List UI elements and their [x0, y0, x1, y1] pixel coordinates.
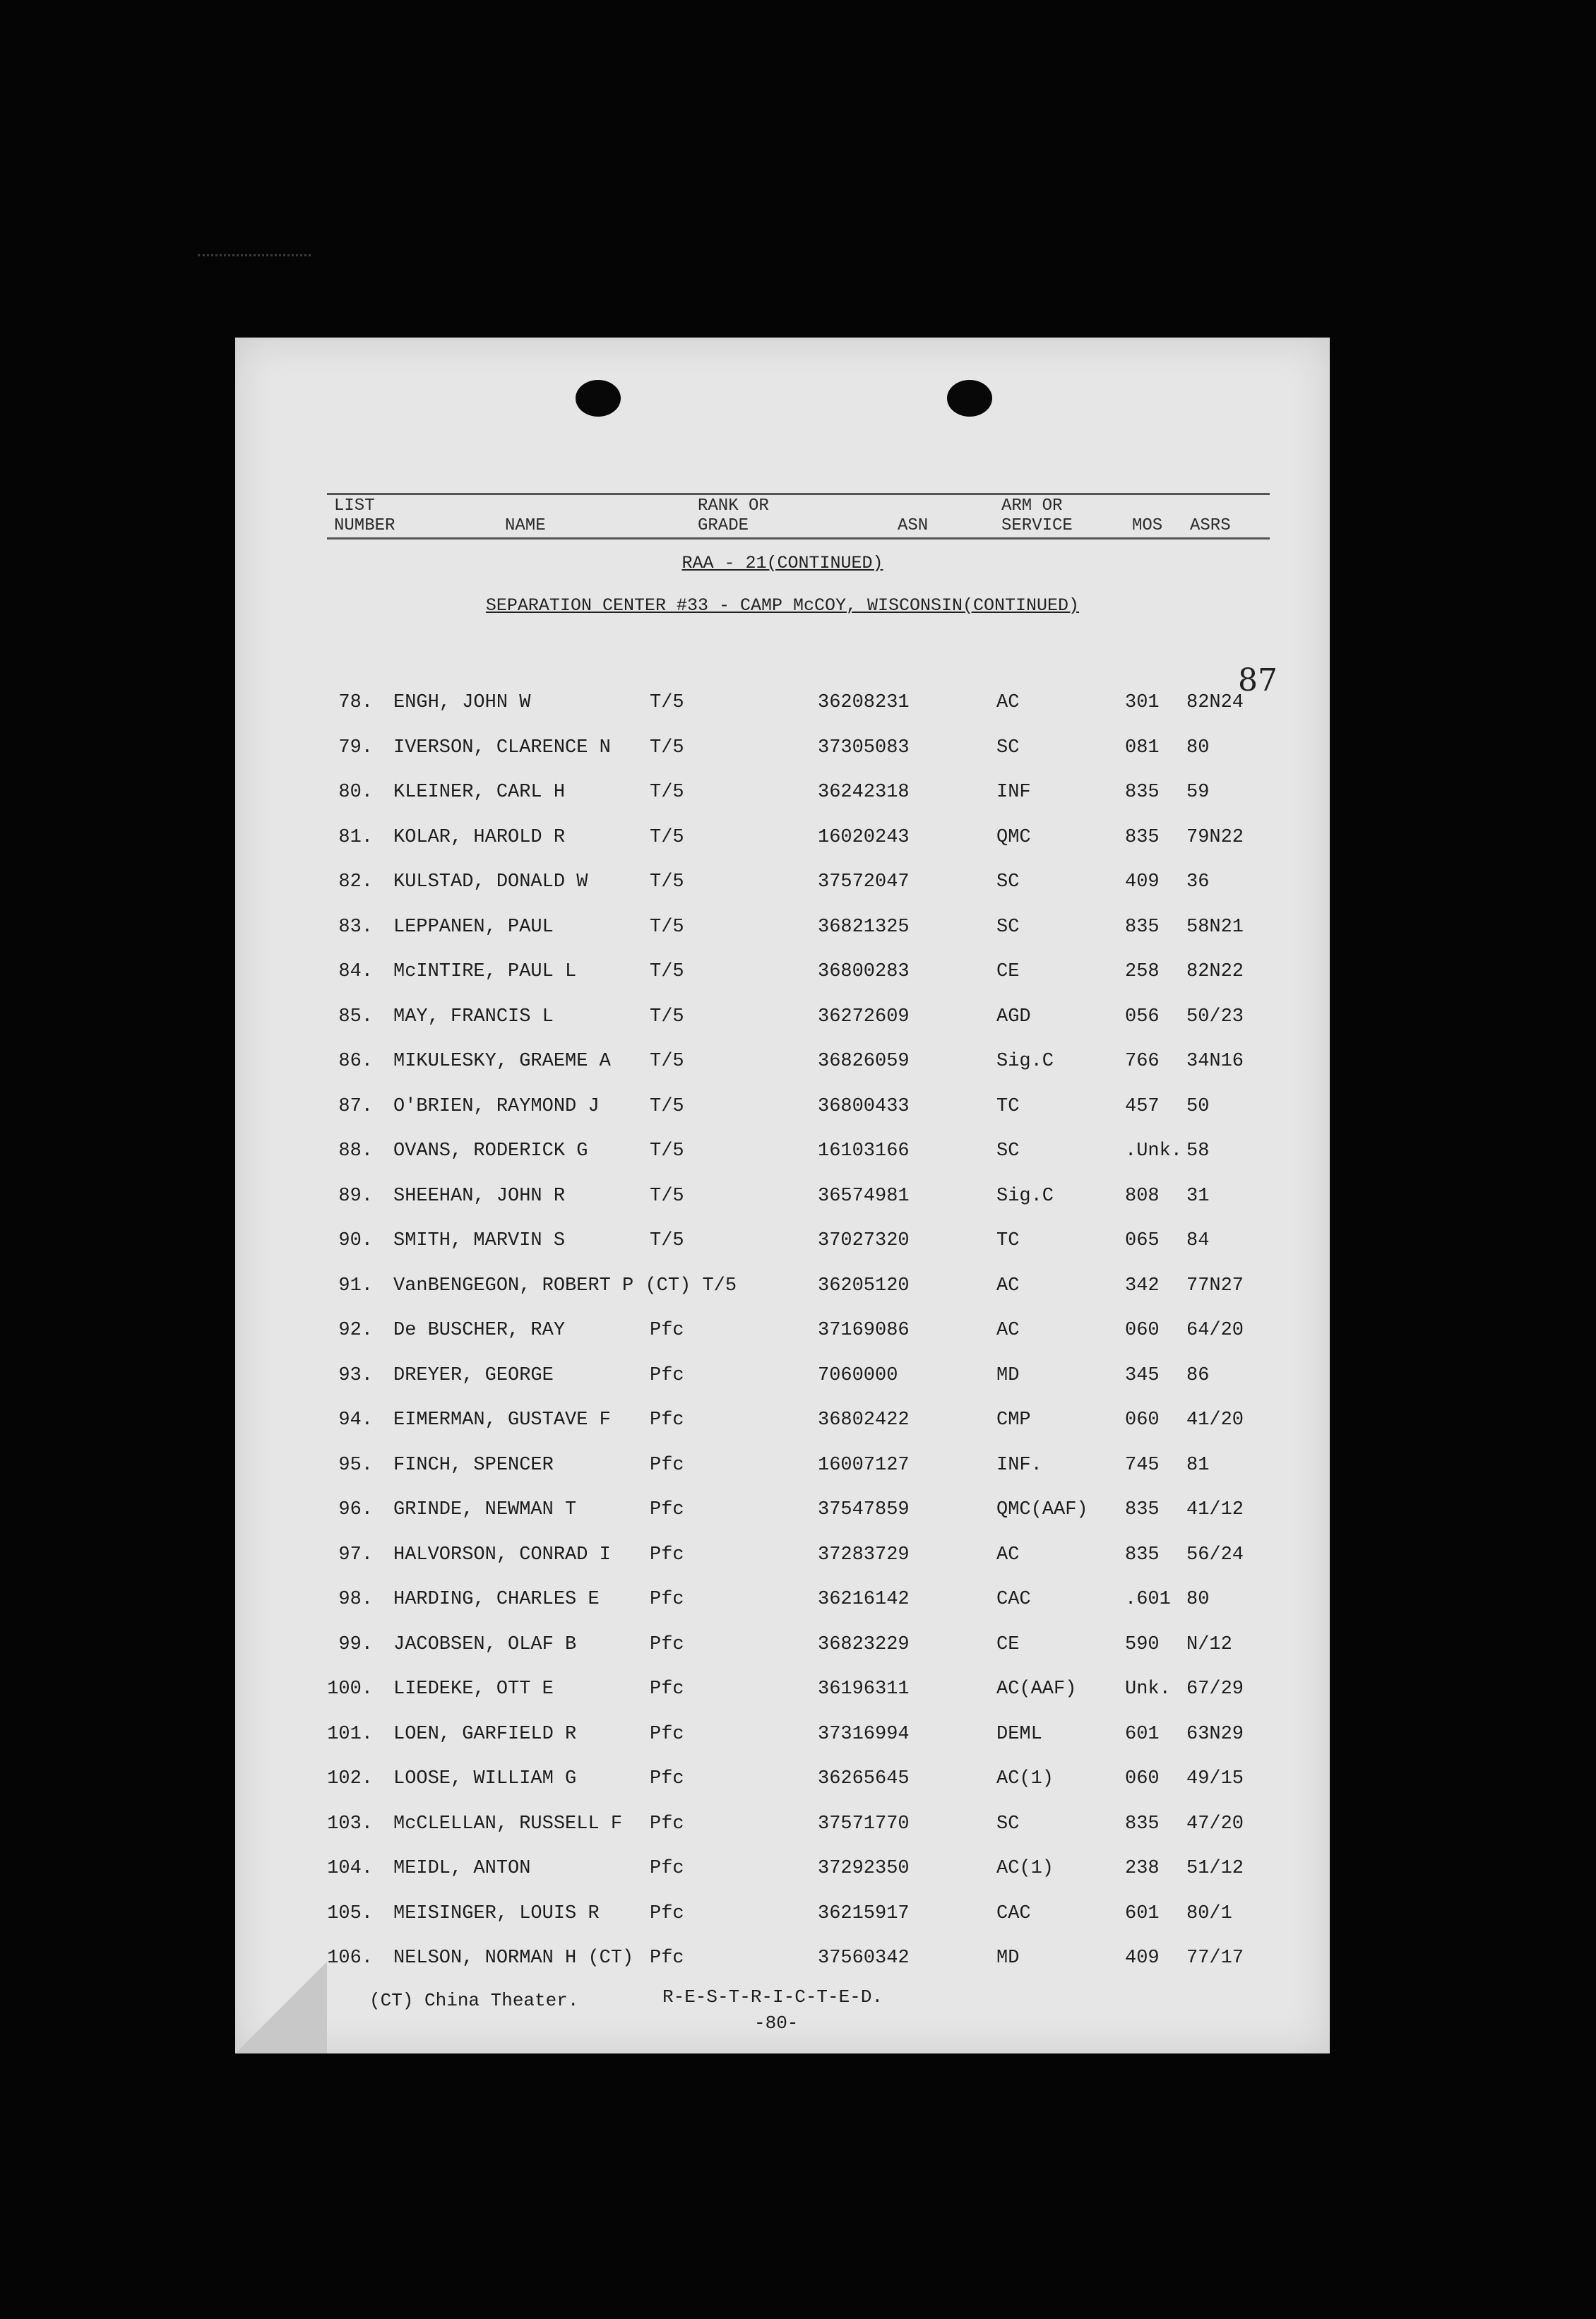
table-row [235, 1137, 1330, 1181]
cell-mos: .Unk. [1125, 1140, 1183, 1162]
footnote-china-theater: (CT) China Theater. [369, 1990, 579, 2011]
cell-arm: AC [996, 1544, 1020, 1566]
cell-name: O'BRIEN, RAYMOND J [393, 1095, 600, 1117]
cell-rank: T/5 [650, 737, 684, 758]
cell-asrs: 41/20 [1186, 1409, 1244, 1431]
header-arm-1: ARM OR [1001, 496, 1063, 515]
cell-asrs: 63N29 [1186, 1723, 1244, 1745]
cell-asrs: 47/20 [1186, 1813, 1244, 1835]
table-row [235, 1631, 1330, 1674]
cell-asrs: 86 [1186, 1364, 1210, 1386]
subtitle-separation-center: SEPARATION CENTER #33 - CAMP McCOY, WISCONSIN(CONTINUED) [485, 595, 1080, 616]
table-row [235, 1944, 1330, 1988]
table-row [235, 1361, 1330, 1405]
cell-name: McINTIRE, PAUL L [393, 961, 577, 982]
cell-arm: QMC [996, 826, 1031, 848]
cell-name: IVERSON, CLARENCE N [393, 737, 611, 758]
cell-rank: Pfc [650, 1902, 684, 1924]
cell-arm: CE [996, 961, 1020, 982]
cell-name: DREYER, GEORGE [393, 1364, 554, 1386]
cell-mos: 835 [1125, 916, 1160, 938]
table-row [235, 823, 1330, 867]
cell-asrs: 51/12 [1186, 1858, 1244, 1879]
table-row [235, 1227, 1330, 1270]
cell-arm: AC [996, 1275, 1020, 1296]
table-row [235, 958, 1330, 1001]
cell-num: 96. [338, 1499, 373, 1520]
cell-num: 91. [338, 1275, 373, 1296]
restricted-stamp: R-E-S-T-R-I-C-T-E-D. [662, 1986, 883, 2008]
cell-mos: 301 [1125, 692, 1160, 713]
cell-rank: Pfc [650, 1813, 684, 1835]
table-row [235, 1451, 1330, 1495]
cell-mos: 601 [1125, 1902, 1160, 1924]
cell-num: 81. [338, 826, 373, 848]
scan-border-noise [198, 254, 311, 270]
cell-rank: T/5 [650, 1185, 684, 1207]
cell-name: MEISINGER, LOUIS R [393, 1902, 600, 1924]
cell-asn: 37169086 [818, 1320, 910, 1341]
cell-asn: 36205120 [818, 1275, 910, 1296]
cell-arm: DEML [996, 1723, 1042, 1745]
cell-mos: 835 [1125, 1544, 1160, 1566]
cell-rank: T/5 [650, 1051, 684, 1072]
cell-asrs: 41/12 [1186, 1499, 1244, 1520]
cell-rank: T/5 [650, 1095, 684, 1117]
cell-name: JACOBSEN, OLAF B [393, 1633, 577, 1655]
cell-rank: T/5 [650, 1140, 684, 1162]
cell-mos: 766 [1125, 1051, 1160, 1072]
cell-asrs: 84 [1186, 1230, 1210, 1251]
cell-name: MAY, FRANCIS L [393, 1006, 554, 1027]
cell-mos: 081 [1125, 737, 1160, 758]
cell-num: 93. [338, 1364, 373, 1386]
cell-mos: 060 [1125, 1320, 1160, 1341]
cell-asn: 36800283 [818, 961, 910, 982]
cell-num: 103. [327, 1813, 373, 1835]
cell-arm: SC [996, 916, 1020, 938]
cell-mos: 060 [1125, 1409, 1160, 1431]
header-rank-2: GRADE [698, 516, 749, 535]
cell-name: LOOSE, WILLIAM G [393, 1768, 577, 1789]
document-page [235, 338, 1330, 2053]
cell-num: 92. [338, 1320, 373, 1341]
cell-asn: 36215917 [818, 1902, 910, 1924]
cell-rank: T/5 [650, 826, 684, 848]
cell-asn: 36265645 [818, 1768, 910, 1789]
cell-asrs: 80/1 [1186, 1902, 1232, 1924]
table-row [235, 1900, 1330, 1943]
cell-rank: Pfc [650, 1948, 684, 1969]
cell-asrs: 64/20 [1186, 1320, 1244, 1341]
cell-asn: 37292350 [818, 1858, 910, 1879]
table-row [235, 1585, 1330, 1629]
table-row [235, 778, 1330, 822]
cell-arm: Sig.C [996, 1185, 1054, 1207]
cell-arm: CE [996, 1633, 1020, 1655]
cell-arm: CAC [996, 1902, 1031, 1924]
cell-asn: 36823229 [818, 1633, 910, 1655]
header-asn: ASN [898, 516, 929, 535]
cell-name: LEPPANEN, PAUL [393, 916, 554, 938]
cell-rank: T/5 [650, 1230, 684, 1251]
cell-rank: Pfc [650, 1679, 684, 1700]
cell-asrs: 58N21 [1186, 916, 1244, 938]
cell-rank: Pfc [650, 1723, 684, 1745]
cell-mos: 056 [1125, 1006, 1160, 1027]
cell-rank: Pfc [650, 1633, 684, 1655]
footer-page-number: -80- [754, 2013, 799, 2034]
table-row [235, 1092, 1330, 1136]
table-row [235, 1720, 1330, 1764]
cell-arm: QMC(AAF) [996, 1499, 1088, 1520]
column-header [327, 493, 1270, 539]
cell-asrs: 58 [1186, 1140, 1210, 1162]
cell-num: 100. [327, 1679, 373, 1700]
cell-asn: 36208231 [818, 692, 910, 713]
cell-asrs: 49/15 [1186, 1768, 1244, 1789]
table-row [235, 1003, 1330, 1047]
page-number-handwritten: 87 [1238, 662, 1278, 698]
cell-arm: AC [996, 692, 1020, 713]
header-list-number-1: LIST [334, 496, 375, 515]
cell-arm: AGD [996, 1006, 1031, 1027]
cell-arm: MD [996, 1948, 1020, 1969]
cell-num: 79. [338, 737, 373, 758]
cell-asn: 36196311 [818, 1679, 910, 1700]
cell-name: EIMERMAN, GUSTAVE F [393, 1409, 611, 1431]
cell-name: KULSTAD, DONALD W [393, 871, 588, 893]
cell-mos: 060 [1125, 1768, 1160, 1789]
cell-num: 89. [338, 1185, 373, 1207]
cell-asn: 36574981 [818, 1185, 910, 1207]
cell-mos: .601 [1125, 1589, 1171, 1610]
cell-name: MIKULESKY, GRAEME A [393, 1051, 611, 1072]
cell-name: OVANS, RODERICK G [393, 1140, 588, 1162]
cell-num: 83. [338, 916, 373, 938]
cell-arm: CMP [996, 1409, 1031, 1431]
cell-num: 102. [327, 1768, 373, 1789]
cell-name: SHEEHAN, JOHN R [393, 1185, 566, 1207]
header-mos: MOS [1132, 516, 1163, 535]
cell-asn: 37547859 [818, 1499, 910, 1520]
cell-mos: 457 [1125, 1095, 1160, 1117]
cell-name: KLEINER, CARL H [393, 782, 566, 803]
table-row [235, 1854, 1330, 1898]
cell-mos: 835 [1125, 1813, 1160, 1835]
cell-rank: T/5 [650, 1006, 684, 1027]
cell-asn: 7060000 [818, 1364, 898, 1386]
cell-asn: 36826059 [818, 1051, 910, 1072]
cell-num: 98. [338, 1589, 373, 1610]
cell-rank: T/5 [650, 782, 684, 803]
cell-mos: 601 [1125, 1723, 1160, 1745]
cell-name: GRINDE, NEWMAN T [393, 1499, 577, 1520]
cell-asrs: 80 [1186, 737, 1210, 758]
table-row [235, 1182, 1330, 1226]
cell-arm: AC(1) [996, 1858, 1054, 1879]
cell-num: 85. [338, 1006, 373, 1027]
cell-arm: AC(AAF) [996, 1679, 1077, 1700]
table-row [235, 1316, 1330, 1360]
cell-mos: 409 [1125, 871, 1160, 893]
cell-rank: T/5 [650, 916, 684, 938]
cell-asrs: 59 [1186, 782, 1210, 803]
cell-asrs: 56/24 [1186, 1544, 1244, 1566]
cell-mos: 065 [1125, 1230, 1160, 1251]
cell-rank: Pfc [650, 1499, 684, 1520]
cell-num: 97. [338, 1544, 373, 1566]
cell-num: 99. [338, 1633, 373, 1655]
cell-asn: 36821325 [818, 916, 910, 938]
cell-asn: 36802422 [818, 1409, 910, 1431]
cell-asn: 37560342 [818, 1948, 910, 1969]
header-list-number-2: NUMBER [334, 516, 395, 535]
cell-num: 88. [338, 1140, 373, 1162]
cell-asn: 37283729 [818, 1544, 910, 1566]
cell-rank: Pfc [650, 1454, 684, 1476]
cell-mos: 342 [1125, 1275, 1160, 1296]
cell-asn: 16020243 [818, 826, 910, 848]
cell-asrs: N/12 [1186, 1633, 1232, 1655]
table-row [235, 868, 1330, 912]
cell-name: VanBENGEGON, ROBERT P (CT) T/5 [393, 1275, 737, 1296]
cell-num: 105. [327, 1902, 373, 1924]
header-rank-1: RANK OR [698, 496, 769, 515]
cell-num: 87. [338, 1095, 373, 1117]
cell-mos: 238 [1125, 1858, 1160, 1879]
folded-corner [235, 1962, 327, 2053]
header-name: NAME [505, 516, 546, 535]
cell-asn: 36272609 [818, 1006, 910, 1027]
cell-asrs: 82N22 [1186, 961, 1244, 982]
cell-asrs: 34N16 [1186, 1051, 1244, 1072]
cell-mos: 258 [1125, 961, 1160, 982]
cell-arm: AC(1) [996, 1768, 1054, 1789]
cell-rank: Pfc [650, 1364, 684, 1386]
cell-num: 82. [338, 871, 373, 893]
cell-mos: 835 [1125, 1499, 1160, 1520]
cell-name: KOLAR, HAROLD R [393, 826, 566, 848]
cell-mos: 345 [1125, 1364, 1160, 1386]
cell-name: NELSON, NORMAN H (CT) [393, 1948, 634, 1969]
cell-num: 95. [338, 1454, 373, 1476]
cell-asrs: 79N22 [1186, 826, 1244, 848]
table-row [235, 1496, 1330, 1539]
cell-arm: INF. [996, 1454, 1042, 1476]
cell-arm: MD [996, 1364, 1020, 1386]
cell-asn: 37305083 [818, 737, 910, 758]
cell-asn: 16103166 [818, 1140, 910, 1162]
cell-name: LIEDEKE, OTT E [393, 1679, 554, 1700]
cell-arm: SC [996, 871, 1020, 893]
cell-asrs: 36 [1186, 871, 1210, 893]
table-row [235, 734, 1330, 777]
cell-arm: Sig.C [996, 1051, 1054, 1072]
cell-asn: 37027320 [818, 1230, 910, 1251]
table-row [235, 1675, 1330, 1719]
cell-arm: INF [996, 782, 1031, 803]
cell-asn: 36242318 [818, 782, 910, 803]
cell-name: SMITH, MARVIN S [393, 1230, 566, 1251]
table-row [235, 1406, 1330, 1450]
cell-arm: AC [996, 1320, 1020, 1341]
cell-num: 90. [338, 1230, 373, 1251]
cell-rank: Pfc [650, 1320, 684, 1341]
cell-arm: SC [996, 1813, 1020, 1835]
table-row [235, 688, 1330, 732]
header-arm-2: SERVICE [1001, 516, 1073, 535]
table-row [235, 1541, 1330, 1585]
cell-asrs: 77/17 [1186, 1948, 1244, 1969]
cell-arm: CAC [996, 1589, 1031, 1610]
cell-name: De BUSCHER, RAY [393, 1320, 566, 1341]
cell-name: ENGH, JOHN W [393, 692, 531, 713]
table-row [235, 1272, 1330, 1316]
cell-asrs: 67/29 [1186, 1679, 1244, 1700]
cell-asn: 16007127 [818, 1454, 910, 1476]
cell-name: LOEN, GARFIELD R [393, 1723, 577, 1745]
cell-num: 86. [338, 1051, 373, 1072]
cell-asn: 36216142 [818, 1589, 910, 1610]
cell-asn: 36800433 [818, 1095, 910, 1117]
cell-rank: T/5 [650, 961, 684, 982]
cell-name: FINCH, SPENCER [393, 1454, 554, 1476]
cell-num: 80. [338, 782, 373, 803]
cell-arm: SC [996, 1140, 1020, 1162]
cell-mos: 409 [1125, 1948, 1160, 1969]
cell-rank: Pfc [650, 1589, 684, 1610]
cell-mos: 835 [1125, 826, 1160, 848]
cell-asn: 37572047 [818, 871, 910, 893]
cell-rank: Pfc [650, 1768, 684, 1789]
cell-asrs: 80 [1186, 1589, 1210, 1610]
cell-asn: 37316994 [818, 1723, 910, 1745]
cell-rank: T/5 [650, 692, 684, 713]
cell-arm: TC [996, 1095, 1020, 1117]
header-asrs: ASRS [1190, 516, 1231, 535]
punch-hole-right [947, 380, 992, 417]
cell-asrs: 81 [1186, 1454, 1210, 1476]
cell-rank: Pfc [650, 1409, 684, 1431]
cell-rank: T/5 [650, 871, 684, 893]
cell-name: McCLELLAN, RUSSELL F [393, 1813, 623, 1835]
table-row [235, 1765, 1330, 1808]
cell-mos: 590 [1125, 1633, 1160, 1655]
cell-num: 104. [327, 1858, 373, 1879]
cell-asrs: 82N24 [1186, 692, 1244, 713]
cell-mos: 808 [1125, 1185, 1160, 1207]
table-row [235, 1810, 1330, 1854]
table-row [235, 1047, 1330, 1091]
cell-mos: 745 [1125, 1454, 1160, 1476]
cell-num: 78. [338, 692, 373, 713]
table-row [235, 913, 1330, 957]
cell-num: 106. [327, 1948, 373, 1969]
cell-rank: Pfc [650, 1858, 684, 1879]
cell-rank: Pfc [650, 1544, 684, 1566]
cell-asrs: 50 [1186, 1095, 1210, 1117]
cell-mos: Unk. [1125, 1679, 1171, 1700]
cell-num: 101. [327, 1723, 373, 1745]
cell-asrs: 77N27 [1186, 1275, 1244, 1296]
cell-num: 94. [338, 1409, 373, 1431]
cell-asn: 37571770 [818, 1813, 910, 1835]
cell-arm: SC [996, 737, 1020, 758]
punch-hole-left [576, 380, 621, 417]
cell-name: HARDING, CHARLES E [393, 1589, 600, 1610]
cell-num: 84. [338, 961, 373, 982]
subtitle-raa: RAA - 21(CONTINUED) [681, 553, 883, 573]
cell-name: HALVORSON, CONRAD I [393, 1544, 611, 1566]
cell-arm: TC [996, 1230, 1020, 1251]
cell-asrs: 31 [1186, 1185, 1210, 1207]
cell-asrs: 50/23 [1186, 1006, 1244, 1027]
cell-mos: 835 [1125, 782, 1160, 803]
cell-name: MEIDL, ANTON [393, 1858, 531, 1879]
